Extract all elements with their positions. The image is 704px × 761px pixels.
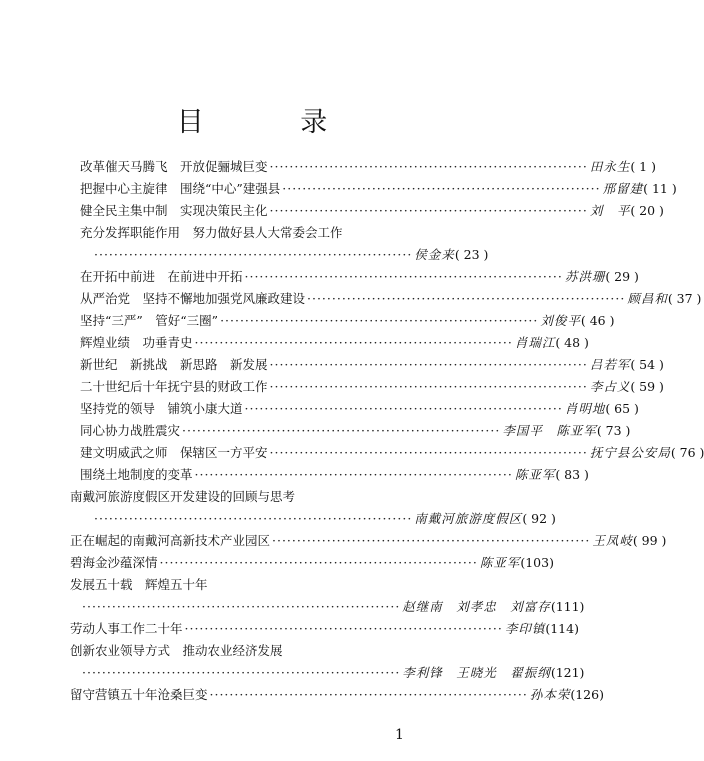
toc-entry-page: ( 37 ) bbox=[667, 291, 702, 306]
toc-entry-title-line[interactable] bbox=[70, 483, 450, 504]
toc-entry-title: 坚持“三严” 管好“三圈” bbox=[80, 313, 219, 328]
toc-entry-title: 劳动人事工作二十年 bbox=[70, 621, 183, 636]
toc-entry-author: 孙本荣 bbox=[529, 687, 571, 702]
toc-entry-title: 建文明威武之师 保辖区一方平安 bbox=[80, 445, 268, 460]
toc-entry[interactable] bbox=[80, 395, 639, 416]
toc-entry-author: 陈亚军 bbox=[479, 555, 521, 570]
toc-entry[interactable] bbox=[70, 527, 667, 548]
toc-entry-title: 围绕土地制度的变革 bbox=[80, 467, 193, 482]
toc-entry-author: 王凤岐 bbox=[592, 533, 633, 548]
leader-dots: ································································ bbox=[194, 467, 513, 482]
toc-entry-page: (121) bbox=[550, 665, 585, 680]
toc-entry-page: ( 73 ) bbox=[596, 423, 631, 438]
toc-entry-title-line[interactable] bbox=[70, 571, 450, 592]
toc-entry-title: 充分发挥职能作用 努力做好县人大常委会工作 bbox=[80, 225, 343, 240]
toc-entry[interactable] bbox=[70, 681, 604, 702]
toc-entry-page: ( 1 ) bbox=[630, 159, 656, 174]
toc-entry[interactable] bbox=[80, 439, 704, 460]
leader-dots: ································································ bbox=[220, 313, 539, 328]
toc-entry-page: ( 54 ) bbox=[630, 357, 664, 372]
toc-entry-page: ( 99 ) bbox=[632, 533, 667, 548]
toc-entry-author: 赵继南 刘孝忠 刘富存 bbox=[402, 599, 551, 614]
leader-dots: ································································ bbox=[269, 159, 588, 174]
leader-dots: ································································ bbox=[244, 401, 563, 416]
toc-entry[interactable] bbox=[80, 153, 656, 174]
toc-entry[interactable] bbox=[70, 615, 579, 636]
leader-dots: ································································ bbox=[82, 599, 401, 614]
toc-entry[interactable] bbox=[80, 373, 664, 394]
toc-entry-author: 邢留建 bbox=[602, 181, 644, 196]
leader-dots: ································································ bbox=[269, 445, 588, 460]
toc-entry-title: 健全民主集中制 实现决策民主化 bbox=[80, 203, 268, 218]
toc-entry-page: ( 23 ) bbox=[454, 247, 489, 262]
toc-entry-author: 肖瑞江 bbox=[514, 335, 556, 350]
toc-entry-page: ( 83 ) bbox=[555, 467, 589, 482]
toc-entry-title: 创新农业领导方式 推动农业经济发展 bbox=[70, 643, 283, 658]
toc-entry-title: 二十世纪后十年抚宁县的财政工作 bbox=[80, 379, 268, 394]
toc-entry[interactable] bbox=[80, 197, 664, 218]
toc-entry-author: 李占义 bbox=[589, 379, 631, 394]
toc-entry-author: 李利锋 王晓光 翟振纲 bbox=[402, 665, 551, 680]
leader-dots: ································································ bbox=[184, 621, 503, 636]
leader-dots: ································································ bbox=[244, 269, 563, 284]
toc-entry-page: ( 20 ) bbox=[630, 203, 664, 218]
leader-dots: ································································ bbox=[159, 555, 478, 570]
toc-entry-author-line[interactable] bbox=[80, 593, 585, 614]
toc-entry-page: ( 11 ) bbox=[643, 181, 677, 196]
toc-entry-title: 改革催天马腾飞 开放促骊城巨变 bbox=[80, 159, 268, 174]
toc-entry-title: 坚持党的领导 铺筑小康大道 bbox=[80, 401, 243, 416]
leader-dots: ································································ bbox=[269, 357, 588, 372]
leader-dots: ································································ bbox=[282, 181, 601, 196]
toc-entry[interactable] bbox=[80, 461, 589, 482]
leader-dots: ································································ bbox=[94, 247, 413, 262]
toc-entry[interactable] bbox=[80, 263, 639, 284]
leader-dots: ································································ bbox=[94, 511, 413, 526]
toc-entry-author: 李印镇 bbox=[504, 621, 546, 636]
toc-entry-author: 抚宁县公安局 bbox=[589, 445, 671, 460]
toc-entry-title: 从严治党 坚持不懈地加强党风廉政建设 bbox=[80, 291, 306, 306]
toc-entry[interactable] bbox=[80, 175, 677, 196]
toc-entry-page: ( 76 ) bbox=[670, 445, 704, 460]
toc-entry-author: 吕若军 bbox=[589, 357, 631, 372]
toc-entry[interactable] bbox=[70, 549, 554, 570]
toc-entry-title-line[interactable] bbox=[80, 219, 450, 240]
page-title: 目 录 bbox=[176, 107, 372, 138]
toc-entry-page: ( 65 ) bbox=[605, 401, 639, 416]
leader-dots: ································································ bbox=[194, 335, 513, 350]
toc-entry-author: 李国平 陈亚军 bbox=[502, 423, 597, 438]
toc-entry-page: ( 59 ) bbox=[630, 379, 664, 394]
toc-entry-title: 正在崛起的南戴河高新技术产业园区 bbox=[70, 533, 271, 548]
toc-entry[interactable] bbox=[80, 285, 702, 306]
leader-dots: ································································ bbox=[307, 291, 626, 306]
leader-dots: ································································ bbox=[272, 533, 591, 548]
toc-entry-title: 把握中心主旋律 围绕“中心”建强县 bbox=[80, 181, 281, 196]
page-number: 1 bbox=[395, 727, 404, 743]
toc-entry-author: 田永生 bbox=[589, 159, 631, 174]
toc-entry-page: ( 48 ) bbox=[555, 335, 589, 350]
toc-entry-author: 顾昌和 bbox=[627, 291, 668, 306]
toc-entry-title: 南戴河旅游度假区开发建设的回顾与思考 bbox=[70, 489, 296, 504]
toc-entry-author-line[interactable] bbox=[92, 241, 489, 262]
toc-entry-author: 南戴河旅游度假区 bbox=[414, 511, 523, 526]
toc-entry-author: 刘俊平 bbox=[540, 313, 581, 328]
toc-entry-author: 陈亚军 bbox=[514, 467, 556, 482]
toc-entry-page: ( 29 ) bbox=[605, 269, 639, 284]
toc-entry-title: 发展五十载 辉煌五十年 bbox=[70, 577, 208, 592]
toc-entry[interactable] bbox=[80, 329, 589, 350]
toc-entry-author-line[interactable] bbox=[80, 659, 585, 680]
toc-entry-title: 辉煌业绩 功垂青史 bbox=[80, 335, 193, 350]
toc-entry-page: (111) bbox=[550, 599, 585, 614]
toc-entry-page: (126) bbox=[570, 687, 604, 702]
toc-entry-author: 侯金来 bbox=[414, 247, 455, 262]
toc-entry-page: ( 92 ) bbox=[522, 511, 556, 526]
toc-entry[interactable] bbox=[80, 307, 615, 328]
leader-dots: ································································ bbox=[269, 203, 588, 218]
toc-entry-title: 在开拓中前进 在前进中开拓 bbox=[80, 269, 243, 284]
toc-entry-title: 留守营镇五十年沧桑巨变 bbox=[70, 687, 208, 702]
leader-dots: ································································ bbox=[209, 687, 528, 702]
toc-entry-author: 刘 平 bbox=[589, 203, 631, 218]
toc-entry-author: 肖明地 bbox=[564, 401, 606, 416]
leader-dots: ································································ bbox=[269, 379, 588, 394]
toc-entry[interactable] bbox=[80, 351, 664, 372]
leader-dots: ································································ bbox=[82, 665, 401, 680]
toc-entry-author: 苏洪珊 bbox=[564, 269, 606, 284]
leader-dots: ································································ bbox=[182, 423, 501, 438]
toc-entry-title: 新世纪 新挑战 新思路 新发展 bbox=[80, 357, 268, 372]
toc-entry-page: ( 46 ) bbox=[580, 313, 615, 328]
toc-entry-author-line[interactable] bbox=[92, 505, 556, 526]
toc-entry-title-line[interactable] bbox=[70, 637, 450, 658]
toc-entry-page: (103) bbox=[520, 555, 554, 570]
toc-entry[interactable] bbox=[80, 417, 631, 438]
toc-entry-title: 同心协力战胜震灾 bbox=[80, 423, 181, 438]
toc-entry-page: (114) bbox=[545, 621, 579, 636]
toc-entry-title: 碧海金沙蕴深情 bbox=[70, 555, 158, 570]
